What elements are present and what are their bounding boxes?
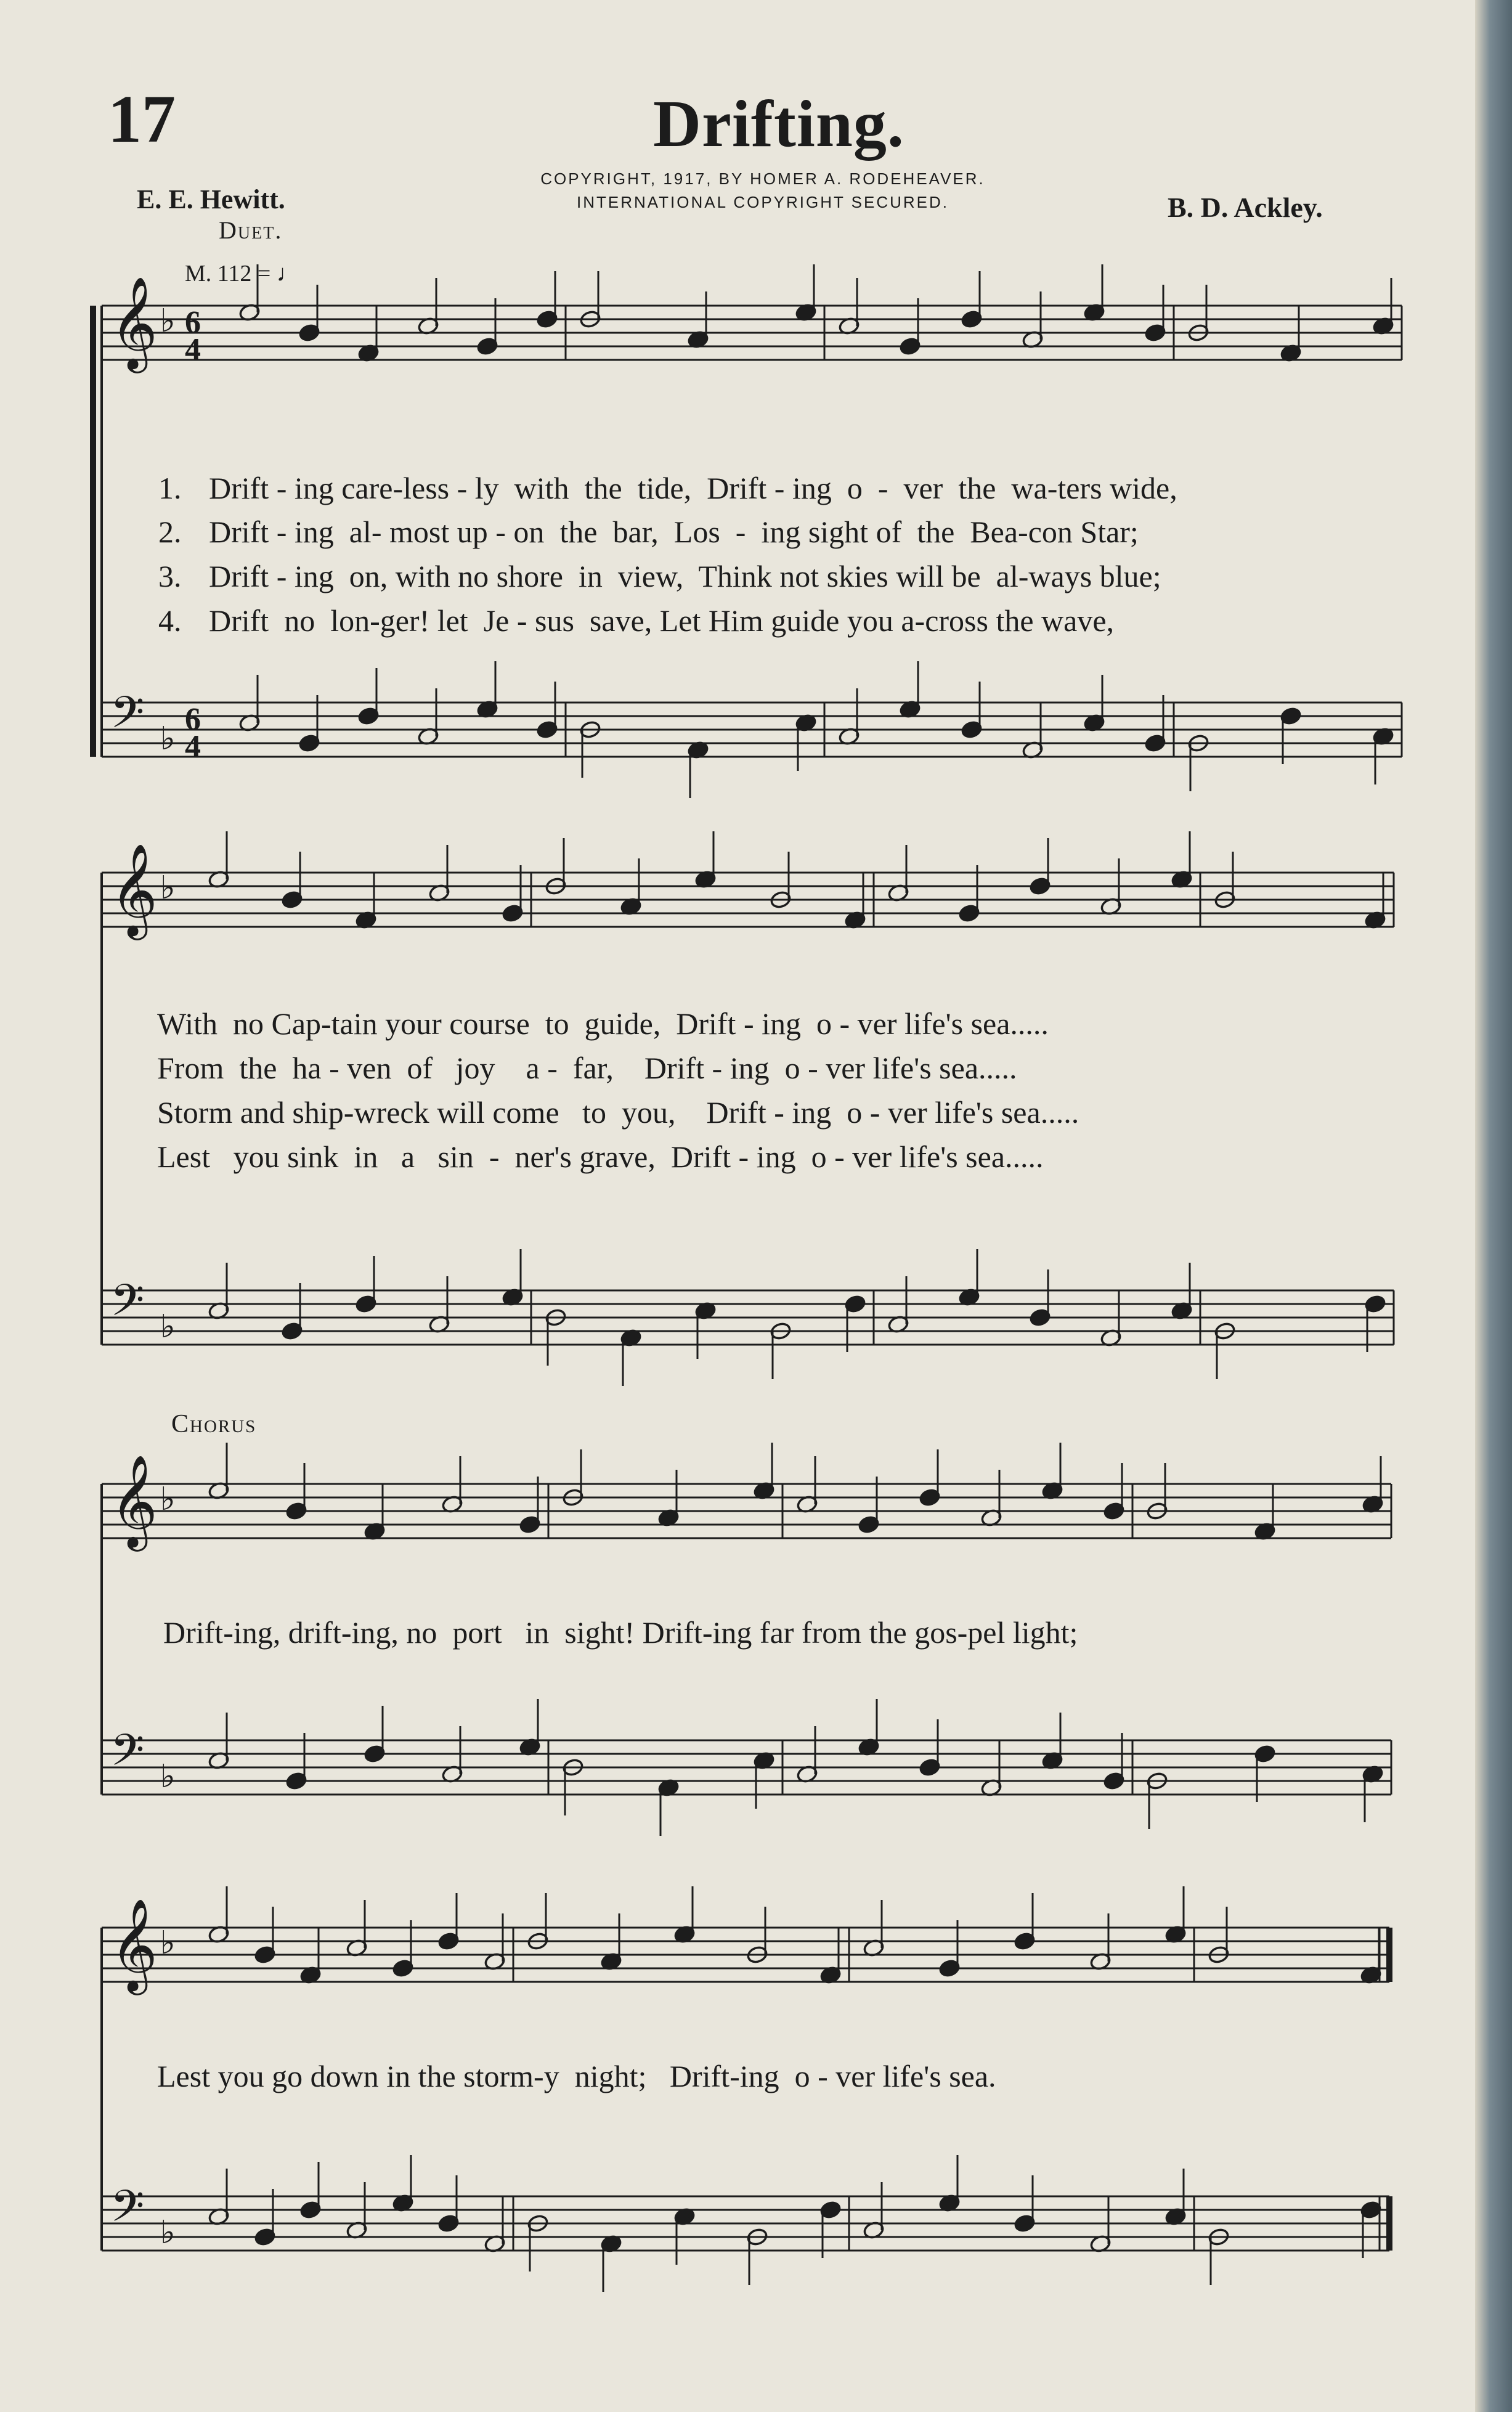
verse-1-line-1: 1. Drift - ing care-less - ly with the tide, Drift - ing o - ver the wa-ters wide, bbox=[158, 471, 1177, 505]
lyricist: E. E. Hewitt. bbox=[137, 184, 285, 214]
verse-4-line-2: Lest you sink in a sin - ner's grave, Drift - ing o - ver life's sea..... bbox=[157, 1139, 1044, 1174]
chorus-line-2: Lest you go down in the storm-y night; Drift-ing o - ver life's sea. bbox=[157, 2059, 996, 2093]
verse-3-line-2: Storm and ship-wreck will come to you, Drift - ing o - ver life's sea..... bbox=[157, 1095, 1079, 1130]
copyright-line-1: COPYRIGHT, 1917, BY HOMER A. RODEHEAVER. bbox=[540, 169, 985, 188]
flat-key-icon: ♭ bbox=[160, 720, 176, 757]
chorus-line-1: Drift-ing, drift-ing, no port in sight! Drift-ing far from the gos-pel light; bbox=[163, 1615, 1078, 1650]
flat-key-icon: ♭ bbox=[160, 1481, 176, 1518]
hymn-number: 17 bbox=[108, 81, 176, 157]
time-signature-icon: 6 bbox=[185, 702, 201, 737]
treble-clef-icon: 𝄞 bbox=[110, 275, 158, 369]
verse-3-line-1: 3. Drift - ing on, with no shore in view, Think not skies will be al-ways blue; bbox=[158, 559, 1161, 593]
verse-4-line-1: 4. Drift no lon-ger! let Je - sus save, Let Him guide you a-cross the wave, bbox=[158, 603, 1115, 638]
copyright-line-2: INTERNATIONAL COPYRIGHT SECURED. bbox=[576, 192, 949, 211]
time-signature-icon: 6 bbox=[185, 305, 201, 340]
bass-clef-icon: 𝄢 bbox=[110, 687, 145, 749]
bass-clef-icon: 𝄢 bbox=[110, 1275, 145, 1337]
time-signature-icon: 4 bbox=[185, 729, 201, 764]
composer: B. D. Ackley. bbox=[1168, 192, 1323, 223]
hymn-title: Drifting. bbox=[653, 88, 904, 161]
flat-key-icon: ♭ bbox=[160, 870, 176, 907]
treble-clef-icon: 𝄞 bbox=[110, 1454, 158, 1547]
tempo-marking: M. 112 = ♩ bbox=[185, 261, 300, 287]
flat-key-icon: ♭ bbox=[160, 303, 176, 340]
time-signature-icon: 4 bbox=[185, 332, 201, 367]
performance-note: Duet. bbox=[219, 216, 283, 244]
chorus-label: Chorus bbox=[171, 1410, 257, 1438]
flat-key-icon: ♭ bbox=[160, 1758, 176, 1795]
verse-2-line-1: 2. Drift - ing al- most up - on the bar, Los - ing sight of the Bea-con Star; bbox=[158, 515, 1139, 549]
bass-clef-icon: 𝄢 bbox=[110, 2181, 145, 2243]
flat-key-icon: ♭ bbox=[160, 2214, 176, 2251]
flat-key-icon: ♭ bbox=[160, 1925, 176, 1962]
treble-clef-icon: 𝄞 bbox=[110, 842, 158, 936]
treble-clef-icon: 𝄞 bbox=[110, 1897, 158, 1991]
verse-1-line-2: With no Cap-tain your course to guide, Drift - ing o - ver life's sea..... bbox=[157, 1006, 1049, 1041]
bass-clef-icon: 𝄢 bbox=[110, 1725, 145, 1787]
flat-key-icon: ♭ bbox=[160, 1308, 176, 1345]
verse-2-line-2: From the ha - ven of joy a - far, Drift - ing o - ver life's sea..... bbox=[157, 1051, 1017, 1085]
